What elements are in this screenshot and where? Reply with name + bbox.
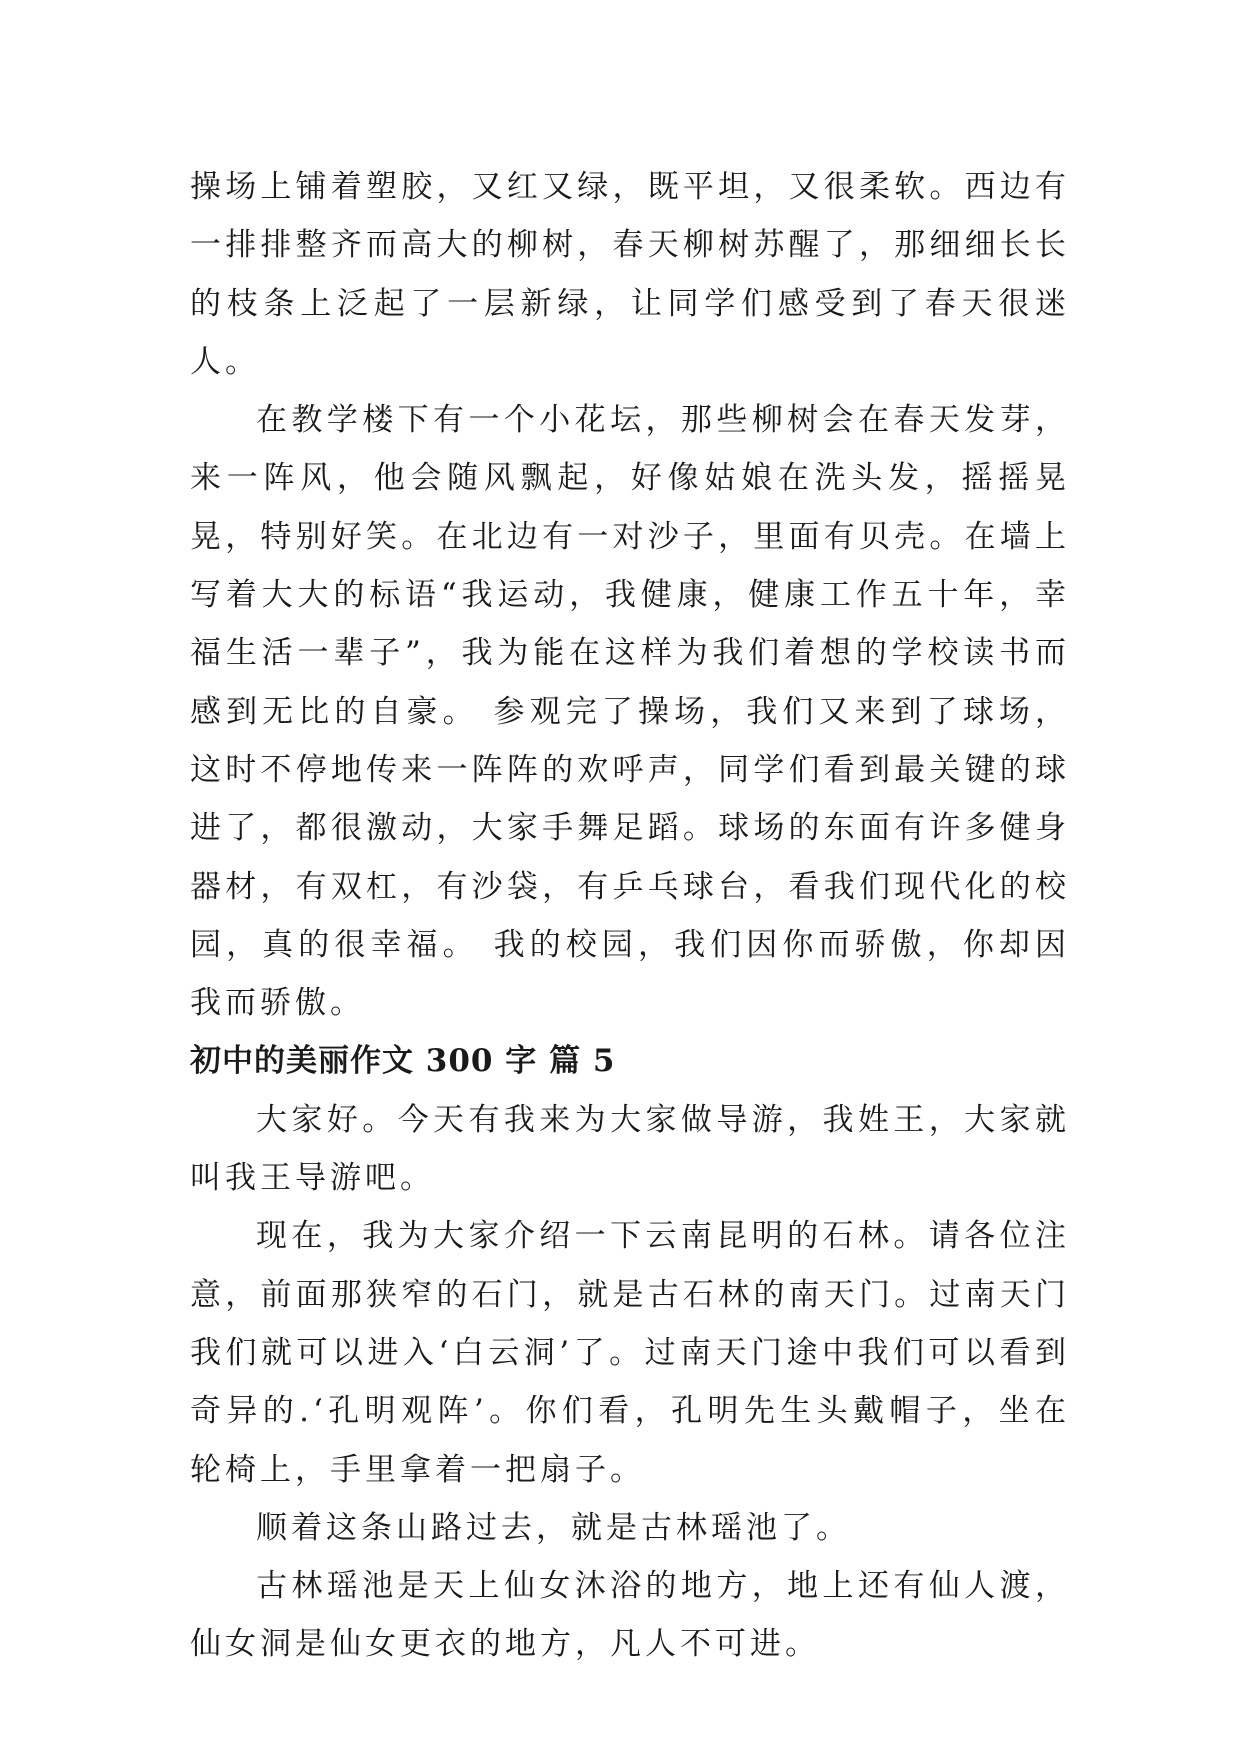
paragraph-stone-forest: 现在，我为大家介绍一下云南昆明的石林。请各位注意，前面那狭窄的石门，就是古石林的南天门。过南天门我们就可以进入‘白云洞’了。过南天门途中我们可以看到奇异的.‘孔明观阵’。你们看，孔明先生头戴帽子，坐在轮椅上，手里拿着一把扇子。 [190, 1218, 1070, 1488]
paragraph-yaochi: 古林瑶池是天上仙女沐浴的地方，地上还有仙人渡，仙女洞是仙女更衣的地方，凡人不可进。 [190, 1568, 1070, 1663]
paragraph-playground: 操场上铺着塑胶，又红又绿，既平坦，又很柔软。西边有一排排整齐而高大的柳树，春天柳树苏醒了，那细细长长的枝条上泛起了一层新绿，让同学们感受到了春天很迷人。 [190, 169, 1070, 380]
document-body [190, 158, 1070, 1674]
section-heading: 初中的美丽作文 300 字 篇 5 [190, 1043, 616, 1080]
paragraph-greeting: 大家好。今天有我来为大家做导游，我姓王，大家就叫我王导游吧。 [190, 1101, 1070, 1197]
paragraph-mountain-road: 顺着这条山路过去，就是古林瑶池了。 [256, 1509, 851, 1546]
paragraph-flower-bed: 在教学楼下有一个小花坛，那些柳树会在春天发芽，来一阵风，他会随风飘起，好像姑娘在洗头发，摇摇晃晃，特别好笑。在北边有一对沙子，里面有贝壳。在墙上写着大大的标语“我运动，我健康，健康工作五十年，幸福生活一辈子”，我为能在这样为我们着想的学校读书而感到无比的自豪。 参观完了操场，我们又来到了球场，这时不停地传来一阵阵的欢呼声，同学们看到最关键的球进了，都很激动，大家手舞足蹈。球场的东面有许多健身器材，有双杠，有沙袋，有乒乓球台，看我们现代化的校园，真的很幸福。 我的校园，我们因你而骄傲，你却因我而骄傲。 [190, 402, 1070, 1022]
